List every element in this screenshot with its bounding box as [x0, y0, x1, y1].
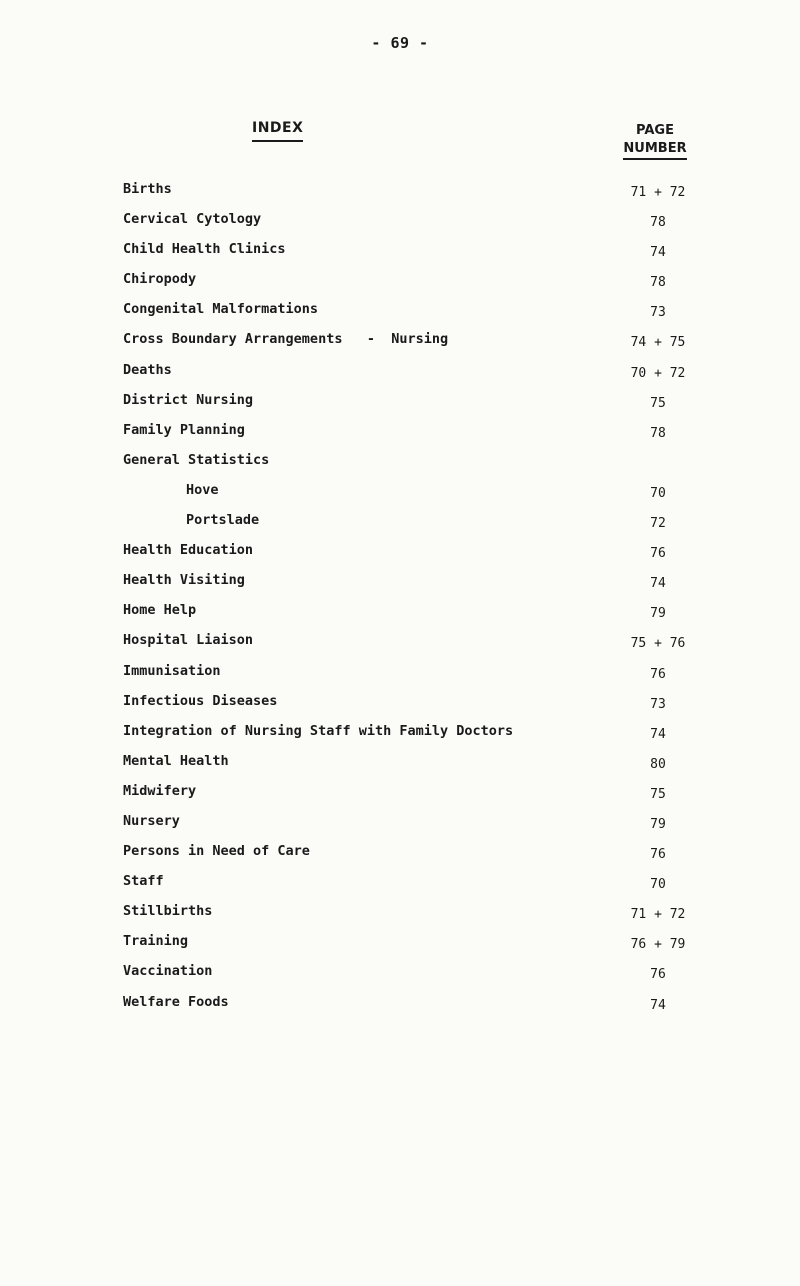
index-entry: [123, 391, 723, 421]
index-entry: [123, 993, 723, 1023]
index-entry: [123, 210, 723, 240]
index-entry-pages: 76 + 79: [630, 937, 686, 953]
index-entry: [123, 631, 723, 661]
index-entry-label: Child Health Clinics: [123, 241, 286, 258]
index-entry-label: Mental Health: [123, 752, 229, 769]
index-list: [123, 180, 723, 1023]
index-entry: [123, 722, 723, 752]
index-entry-label: District Nursing: [123, 391, 254, 408]
index-entry-pages: 74: [650, 726, 666, 742]
index-entry: [123, 511, 723, 541]
index-entry: [123, 662, 723, 692]
index-entry: [123, 481, 723, 511]
index-entry-pages: 74 + 75: [630, 335, 686, 351]
index-entry: [123, 932, 723, 962]
index-entry: [123, 872, 723, 902]
index-entry-pages: 79: [650, 606, 666, 622]
index-entry-label: Integration of Nursing Staff with Family Doctors: [123, 722, 514, 739]
index-entry-pages: 76: [650, 967, 666, 983]
index-entry: [123, 692, 723, 722]
index-entry-label: Immunisation: [123, 662, 221, 679]
index-entry-label: Persons in Need of Care: [123, 843, 310, 860]
index-entry: [123, 300, 723, 330]
index-entry-label: Cross Boundary Arrangements - Nursing: [123, 331, 449, 348]
index-entry-label: Nursery: [123, 812, 180, 829]
index-entry-pages: 74: [650, 576, 666, 592]
index-entry-label: Portslade: [186, 512, 260, 529]
index-entry: [123, 451, 723, 481]
index-entry: [123, 541, 723, 571]
index-entry-pages: 71 + 72: [630, 907, 686, 923]
page-number-heading-line1: PAGE: [636, 123, 674, 138]
index-entry: [123, 330, 723, 360]
page-number: - 69 -: [371, 34, 429, 52]
index-entry-pages: 70: [650, 485, 666, 501]
index-entry-label: Midwifery: [123, 782, 197, 799]
index-entry-pages: 75: [650, 786, 666, 802]
index-entry-label: Training: [123, 933, 189, 950]
index-entry-pages: 78: [650, 215, 666, 231]
index-entry-label: Home Help: [123, 602, 197, 619]
index-entry-label: Cervical Cytology: [123, 211, 262, 228]
index-entry-pages: 70: [650, 877, 666, 893]
index-entry-pages: 74: [650, 997, 666, 1013]
index-heading: INDEX: [252, 120, 304, 136]
index-entry-pages: 74: [650, 245, 666, 261]
index-entry-pages: 73: [650, 305, 666, 321]
index-entry-pages: 78: [650, 425, 666, 441]
page-number-heading: [600, 122, 710, 160]
index-entry-pages: 76: [650, 847, 666, 863]
index-entry: [123, 361, 723, 391]
index-entry-pages: 76: [650, 546, 666, 562]
index-entry-label: Hospital Liaison: [123, 632, 254, 649]
index-entry: [123, 270, 723, 300]
index-entry-label: Congenital Malformations: [123, 301, 319, 318]
index-entry-pages: 71 + 72: [630, 185, 686, 200]
index-entry-label: Health Education: [123, 542, 254, 559]
index-entry-pages: 79: [650, 816, 666, 832]
index-entry-label: Births: [123, 181, 172, 197]
index-entry: [123, 842, 723, 872]
index-entry-label: Deaths: [123, 361, 172, 378]
index-entry: [123, 812, 723, 842]
index-entry: [123, 752, 723, 782]
index-entry: [123, 421, 723, 451]
index-entry-label: Chiropody: [123, 271, 197, 288]
index-entry-label: Infectious Diseases: [123, 692, 278, 709]
index-entry-label: Welfare Foods: [123, 993, 229, 1010]
index-entry-pages: 76: [650, 666, 666, 682]
index-entry-pages: 70 + 72: [630, 365, 686, 381]
index-entry: [123, 962, 723, 992]
index-entry: [123, 180, 723, 210]
index-entry-pages: 75: [650, 395, 666, 411]
index-entry-pages: 72: [650, 516, 666, 532]
index-entry-label: General Statistics: [123, 451, 270, 468]
index-entry-pages: 80: [650, 756, 666, 772]
index-entry: [123, 240, 723, 270]
index-entry: [123, 782, 723, 812]
index-entry-label: Family Planning: [123, 421, 245, 438]
index-entry-label: Hove: [186, 481, 219, 498]
index-entry-pages: 73: [650, 696, 666, 712]
index-entry: [123, 902, 723, 932]
index-entry-label: Vaccination: [123, 963, 213, 980]
index-entry-pages: 78: [650, 275, 666, 291]
index-entry-label: Staff: [123, 873, 164, 890]
index-entry-label: Health Visiting: [123, 572, 245, 589]
index-entry: [123, 571, 723, 601]
index-entry-pages: 75 + 76: [630, 636, 686, 652]
index-entry: [123, 601, 723, 631]
index-entry-label: Stillbirths: [123, 903, 213, 920]
page-number-heading-line2: NUMBER: [623, 140, 686, 161]
